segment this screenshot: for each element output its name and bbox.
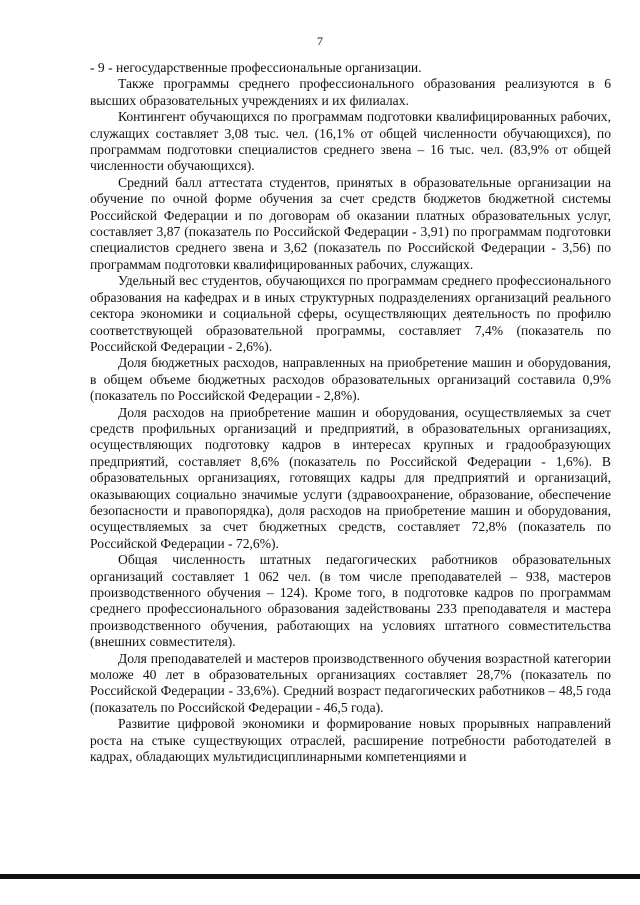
- paragraph-teaching-staff: Общая численность штатных педагогических работников образовательных организаций составляет 1 062 чел. (в том числе преподавателей – 938, мастеров производственного обучения – 124). Кроме того, в подготовке кадров по программам среднего профессионального образования задействованы 233 преподавателя и мастера производственного обучения, работающих на условиях штатного совместительства (внешних совместителя).: [90, 552, 611, 650]
- paragraph-higher-education-programs: Также программы среднего профессионального образования реализуются в 6 высших образовательных учреждениях и их филиалах.: [90, 76, 611, 108]
- paragraph-budget-equipment-share: Доля бюджетных расходов, направленных на приобретение машин и оборудования, в общем объеме бюджетных расходов образовательных организаций составила 0,9% (показатель по Российской Федерации - 2,8%).: [90, 355, 611, 404]
- page-number: 7: [317, 34, 323, 48]
- paragraph-institutions-count: - 9 - негосударственные профессиональные организации.: [90, 60, 422, 75]
- paragraph-students-share-departments: Удельный вес студентов, обучающихся по программам среднего профессионального образования на кафедрах и в иных структурных подразделениях организаций реального сектора экономики и социальной сферы, осуществляющих деятельность по профилю соответствующей образовательной программы, составляет 7,4% (показатель по Российской Федерации - 2,6%).: [90, 273, 611, 354]
- page-bottom-rule: [0, 874, 640, 879]
- document-body: [90, 60, 611, 765]
- paragraph-equipment-expenses: Доля расходов на приобретение машин и оборудования, осуществляемых за счет средств профильных организаций и предприятий, в образовательных организациях, осуществляющих подготовку кадров в интересах крупных и градообразующих предприятий, составляет 8,6% (показатель по Российской Федерации - 1,6%). В образовательных организациях, готовящих кадры для предприятий и организаций, оказывающих социально значимые услуги (здравоохранение, образование, обеспечение безопасности и правопорядка), доля расходов на приобретение машин и оборудования, осуществляемых за счет бюджетных средств, составляет 72,8% (показатель по Российской Федерации - 72,6%).: [90, 404, 611, 551]
- paragraph-average-certificate-score: Средний балл аттестата студентов, принятых в образовательные организации на обучение по очной форме обучения за счет средств бюджетов бюджетной системы Российской Федерации и по договорам об оказании платных образовательных услуг, составляет 3,87 (показатель по Российской Федерации - 3,91) по программам подготовки специалистов среднего звена и 3,62 (показатель по Российской Федерации - 3,56) по программам подготовки квалифицированных рабочих, служащих.: [90, 174, 611, 272]
- paragraph-digital-economy: Развитие цифровой экономики и формирование новых прорывных направлений роста на стыке существующих отраслей, расширение потребности работодателей в кадрах, обладающих мультидисциплинарными компетенциями и: [90, 716, 611, 765]
- paragraph-staff-age: Доля преподавателей и мастеров производственного обучения возрастной категории моложе 40 лет в образовательных организациях составляет 28,7% (показатель по Российской Федерации - 33,6%). Средний возраст педагогических работников – 48,5 года (показатель по Российской Федерации - 46,5 года).: [90, 650, 611, 715]
- paragraph-student-contingent: Контингент обучающихся по программам подготовки квалифицированных рабочих, служащих составляет 3,08 тыс. чел. (16,1% от общей численности обучающихся), по программам подготовки специалистов среднего звена – 16 тыс. чел. (83,9% от общей численности обучающихся).: [90, 109, 611, 174]
